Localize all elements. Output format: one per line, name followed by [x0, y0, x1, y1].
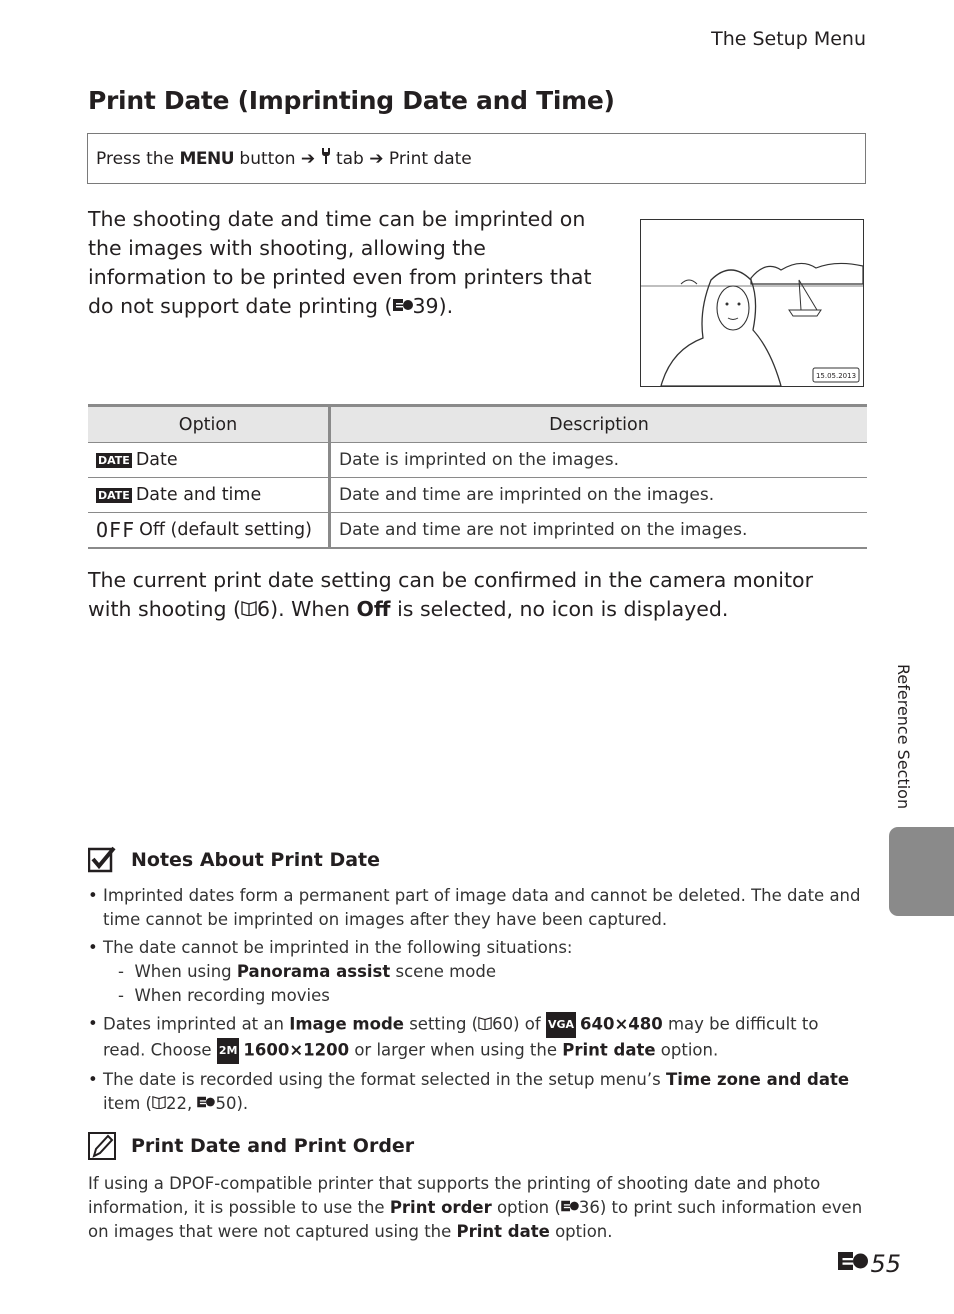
table-header-description: Description [330, 406, 868, 443]
table-row: OFF Off (default setting) Date and time are not imprinted on the images. [88, 513, 867, 549]
sub-list-item: - When recording movies [118, 986, 330, 1005]
menu-path-button-word: button [239, 148, 296, 169]
options-table [88, 404, 867, 549]
list-item: • Imprinted dates form a permanent part of image data and cannot be deleted. The date and time cannot be imprinted on images after they have been captured. [88, 884, 863, 932]
date-stamp: 15.05.2013 [815, 372, 857, 380]
sample-photo [640, 219, 864, 387]
notes-list [88, 884, 863, 1120]
list-item: • The date is recorded using the format selected in the setup menu’s Time zone and date item ( 22, 50). [88, 1068, 863, 1116]
2m-image-mode-icon: 2M [217, 1038, 240, 1064]
date-time-icon: DATE [98, 488, 130, 502]
table-row: DATE Date Date is imprinted on the images. [88, 443, 867, 478]
current-setting-paragraph: The current print date setting can be confirmed in the camera monitor with shooting ( 6). When Off is selected, no icon is displayed. [88, 568, 813, 621]
intro-paragraph: The shooting date and time can be imprinted on the images with shooting, allowing the information to be printed even from printers that do not support date printing ( 39). [88, 205, 608, 321]
book-reference-icon [478, 1015, 492, 1034]
section-title: The Setup Menu [711, 28, 866, 50]
notes-heading: Notes About Print Date [88, 846, 380, 874]
print-order-heading: Print Date and Print Order [88, 1132, 414, 1160]
reference-section-icon [836, 1249, 870, 1279]
table-header-option: Option [88, 406, 330, 443]
menu-path-tab-word: tab [335, 148, 364, 169]
book-reference-icon [152, 1094, 166, 1113]
menu-path-destination: Print date [388, 148, 472, 169]
wrench-icon [321, 147, 331, 170]
print-order-paragraph: If using a DPOF-compatible printer that supports the printing of shooting date and photo information, it is possible to use the Print order option ( 36) to print such information even on images that were not captured using the Print date option. [88, 1174, 863, 1241]
book-reference-icon [241, 597, 257, 621]
list-item: • The date cannot be imprinted in the following situations: - When using Panorama assist scene mode - When recording movies [88, 936, 863, 1008]
intro-ref-page: 39 [412, 294, 439, 318]
reference-section-icon [393, 292, 413, 321]
pencil-note-icon [88, 1132, 116, 1160]
sub-list-item: - When using Panorama assist scene mode [118, 962, 496, 981]
off-icon: OFF [96, 518, 136, 542]
arrow-right-icon: ➔ [369, 148, 384, 169]
page-title: Print Date (Imprinting Date and Time) [88, 86, 615, 115]
side-tab [889, 827, 954, 916]
reference-section-icon [561, 1196, 579, 1220]
date-icon: DATE [98, 453, 130, 467]
side-tab-label: Reference Section [894, 664, 913, 810]
checkmark-icon [88, 846, 116, 874]
reference-section-icon [197, 1092, 215, 1116]
menu-button-icon: MENU [179, 148, 235, 169]
vga-image-mode-icon: VGA [546, 1012, 576, 1038]
list-item: • Dates imprinted at an Image mode setting ( 60) of VGA 640×480 may be difficult to read. Choose 2M 1600×1200 or larger when using the Print date option. [88, 1012, 863, 1064]
table-row: DATE Date and time Date and time are imprinted on the images. [88, 478, 867, 513]
arrow-right-icon: ➔ [300, 148, 316, 169]
menu-path-prefix: Press the [96, 148, 175, 169]
menu-path-box [87, 133, 866, 184]
page-number: 55 [836, 1249, 901, 1279]
